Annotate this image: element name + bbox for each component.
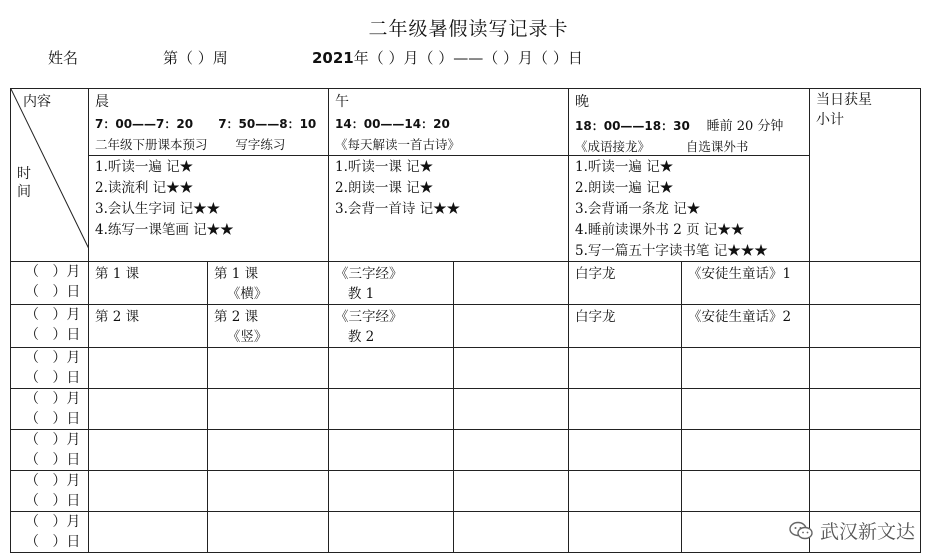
date-cell[interactable]: （ ）月 （ ）日 xyxy=(11,348,89,389)
content-label: 内容 xyxy=(23,94,51,110)
task-item: 1.听读一课 记★ xyxy=(335,159,434,175)
time-label: 时 间 xyxy=(17,166,31,200)
evening-header xyxy=(569,89,810,156)
record-table xyxy=(10,88,921,553)
evening-cell-2[interactable] xyxy=(682,471,810,512)
noon-cell-2[interactable] xyxy=(454,430,569,471)
noon-cell-1[interactable] xyxy=(329,389,454,430)
wechat-icon xyxy=(788,521,814,541)
task-item: 3.会认生字词 记★★ xyxy=(95,201,221,217)
date-cell[interactable]: （ ）月 （ ）日 xyxy=(11,305,89,348)
table-row xyxy=(11,262,921,305)
noon-header xyxy=(329,89,569,156)
morning-cell-2[interactable] xyxy=(208,512,329,553)
date-cell[interactable]: （ ）月 （ ）日 xyxy=(11,389,89,430)
stars-cell[interactable] xyxy=(810,430,921,471)
morning-desc: 二年级下册课本预习 写字练习 xyxy=(95,137,286,152)
evening-cell-1[interactable]: 白字龙 xyxy=(569,305,682,348)
evening-cell-1[interactable] xyxy=(569,389,682,430)
date-cell[interactable]: （ ）月 （ ）日 xyxy=(11,471,89,512)
morning-cell-2[interactable]: 第 2 课 《竖》 xyxy=(208,305,329,348)
noon-tasks xyxy=(329,156,569,262)
task-item: 2.朗读一课 记★ xyxy=(335,180,434,196)
table-row xyxy=(11,512,921,553)
evening-cell-1[interactable] xyxy=(569,512,682,553)
morning-cell-2[interactable]: 第 1 课 《横》 xyxy=(208,262,329,305)
stars-cell[interactable] xyxy=(810,305,921,348)
evening-cell-2[interactable]: 《安徒生童话》2 xyxy=(682,305,810,348)
stars-cell[interactable] xyxy=(810,471,921,512)
task-item: 2.朗读一遍 记★ xyxy=(575,180,674,196)
morning-cell-1[interactable] xyxy=(89,348,208,389)
year-value: 2021 xyxy=(312,49,354,67)
task-item: 2.读流利 记★★ xyxy=(95,180,194,196)
evening-cell-1[interactable] xyxy=(569,471,682,512)
morning-cell-1[interactable] xyxy=(89,430,208,471)
date-cell[interactable]: （ ）月 （ ）日 xyxy=(11,430,89,471)
morning-cell-1[interactable] xyxy=(89,512,208,553)
task-item: 1.听读一遍 记★ xyxy=(575,159,674,175)
noon-cell-1[interactable]: 《三字经》 教 2 xyxy=(329,305,454,348)
watermark-text: 武汉新文达 xyxy=(819,521,915,543)
evening-cell-2[interactable] xyxy=(682,348,810,389)
stars-label: 当日获星 小计 xyxy=(816,92,873,128)
table-row xyxy=(11,430,921,471)
task-item: 1.听读一遍 记★ xyxy=(95,159,194,175)
evening-cell-1[interactable]: 白字龙 xyxy=(569,262,682,305)
noon-desc: 《每天解读一首古诗》 xyxy=(335,137,461,152)
noon-cell-2[interactable] xyxy=(454,471,569,512)
noon-cell-1[interactable] xyxy=(329,471,454,512)
evening-cell-2[interactable] xyxy=(682,430,810,471)
evening-times: 18：00——18：30 睡前 20 分钟 xyxy=(575,119,784,134)
noon-cell-2[interactable] xyxy=(454,262,569,305)
stars-cell[interactable] xyxy=(810,348,921,389)
name-label: 姓名 xyxy=(48,49,79,67)
evening-cell-1[interactable] xyxy=(569,348,682,389)
date-range xyxy=(312,47,583,68)
task-item: 5.写一篇五十字读书笔 记★★★ xyxy=(575,243,768,259)
morning-cell-1[interactable] xyxy=(89,389,208,430)
noon-times: 14：00——14：20 xyxy=(335,117,450,131)
watermark xyxy=(788,517,915,544)
morning-cell-2[interactable] xyxy=(208,348,329,389)
morning-cell-1[interactable]: 第 1 课 xyxy=(89,262,208,305)
morning-label: 晨 xyxy=(95,94,109,110)
evening-tasks xyxy=(569,156,810,262)
noon-cell-1[interactable] xyxy=(329,430,454,471)
morning-cell-2[interactable] xyxy=(208,389,329,430)
card-title: 二年级暑假读写记录卡 xyxy=(368,18,569,40)
evening-cell-1[interactable] xyxy=(569,430,682,471)
stars-cell[interactable] xyxy=(810,389,921,430)
morning-times: 7：00——7：20 7：50——8：10 xyxy=(95,117,317,131)
table-row xyxy=(11,471,921,512)
morning-cell-2[interactable] xyxy=(208,471,329,512)
stars-header xyxy=(810,89,921,262)
morning-cell-1[interactable]: 第 2 课 xyxy=(89,305,208,348)
header-corner xyxy=(11,89,89,262)
noon-cell-2[interactable] xyxy=(454,389,569,430)
noon-cell-2[interactable] xyxy=(454,512,569,553)
evening-label: 晚 xyxy=(575,94,590,110)
evening-cell-2[interactable]: 《安徒生童话》1 xyxy=(682,262,810,305)
morning-header xyxy=(89,89,329,156)
evening-cell-2[interactable] xyxy=(682,389,810,430)
noon-cell-2[interactable] xyxy=(454,348,569,389)
date-cell[interactable]: （ ）月 （ ）日 xyxy=(11,262,89,305)
table-row xyxy=(11,348,921,389)
morning-tasks xyxy=(89,156,329,262)
morning-cell-1[interactable] xyxy=(89,471,208,512)
week-label: 第（ ）周 xyxy=(163,49,228,67)
noon-label: 午 xyxy=(335,94,350,110)
task-item: 4.睡前读课外书 2 页 记★★ xyxy=(575,222,745,238)
noon-cell-1[interactable] xyxy=(329,512,454,553)
date-range-text: 年（ ）月（ ）——（ ）月（ ）日 xyxy=(353,49,583,67)
task-item: 3.会背诵一条龙 记★ xyxy=(575,201,701,217)
noon-cell-1[interactable] xyxy=(329,348,454,389)
noon-cell-2[interactable] xyxy=(454,305,569,348)
task-item: 3.会背一首诗 记★★ xyxy=(335,201,461,217)
date-cell[interactable]: （ ）月 （ ）日 xyxy=(11,512,89,553)
morning-cell-2[interactable] xyxy=(208,430,329,471)
task-item: 4.练写一课笔画 记★★ xyxy=(95,222,234,238)
table-row xyxy=(11,389,921,430)
noon-cell-1[interactable]: 《三字经》 教 1 xyxy=(329,262,454,305)
table-row xyxy=(11,305,921,348)
stars-cell[interactable] xyxy=(810,262,921,305)
evening-desc: 《成语接龙》 自选课外书 xyxy=(575,139,749,154)
